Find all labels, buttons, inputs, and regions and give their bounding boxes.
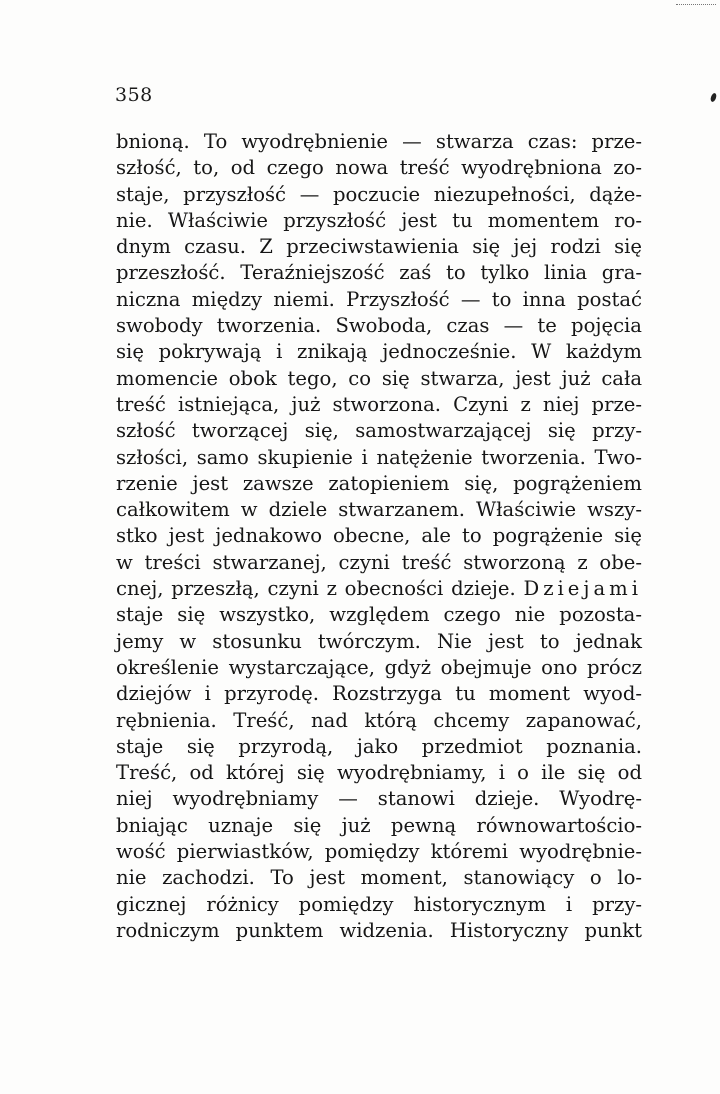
text-line: niej wyodrębniamy — stanowi dzieje. Wyodrę-	[116, 787, 642, 811]
emphasized-word: Dziejami	[523, 577, 642, 601]
text-line: nie. Właściwie przyszłość jest tu momentem ro-	[116, 208, 643, 232]
text-line: w treści stwarzanej, czyni treść stworzoną z obe-	[116, 550, 642, 574]
text-line: Treść, od której się wyodrębniamy, i o ile się od	[116, 761, 642, 785]
text-line: swobody tworzenia. Swoboda, czas — te pojęcia	[116, 314, 642, 338]
text-line: niczna między niemi. Przyszłość — to inna postać	[116, 287, 643, 311]
text-line: staje, przyszłość — poczucie niezupełności, dąże-	[116, 182, 643, 206]
text-line: staje się wszystko, względem czego nie pozosta-	[116, 603, 642, 627]
text-line: dziejów i przyrodę. Rozstrzyga tu moment wyod-	[116, 682, 643, 706]
text-line: jemy w stosunku twórczym. Nie jest to jednak	[116, 629, 643, 653]
text-line: stko jest jednakowo obecne, ale to pogrążenie się	[116, 524, 642, 548]
text-line: określenie wystarczające, gdyż obejmuje ono prócz	[116, 655, 642, 679]
ink-mark	[710, 92, 718, 102]
text-line: gicznej różnicy pomiędzy historycznym i przy-	[116, 892, 643, 916]
text-line: staje się przyrodą, jako przedmiot poznania.	[116, 734, 642, 758]
text-line: bniając uznaje się już pewną równowartościo-	[116, 813, 642, 837]
text-line: nie zachodzi. To jest moment, stanowiący o lo-	[116, 866, 642, 890]
text-line: przeszłość. Teraźniejszość zaś to tylko linia gra-	[116, 261, 642, 285]
text-line: bnioną. To wyodrębnienie — stwarza czas: prze-	[116, 130, 643, 153]
text-line: się pokrywają i znikają jednocześnie. W każdym	[116, 340, 643, 364]
text-line	[116, 576, 642, 602]
text-line: szłości, samo skupienie i natężenie tworzenia. Two-	[116, 445, 643, 469]
page-number: 358	[115, 84, 153, 106]
page-body-text	[116, 129, 642, 944]
text-line: szłość tworzącej się, samostwarzającej się przy-	[116, 419, 643, 443]
text-line: momencie obok tego, co się stwarza, jest już cała	[116, 366, 643, 390]
text-line: rodniczym punktem widzenia. Historyczny punkt	[116, 918, 642, 942]
text-line: rzenie jest zawsze zatopieniem się, pogrążeniem	[116, 471, 643, 495]
scan-artifact	[676, 4, 716, 6]
text-line: treść istniejąca, już stworzona. Czyni z niej prze-	[116, 392, 642, 416]
text-line: szłość, to, od czego nowa treść wyodrębniona zo-	[116, 156, 643, 180]
text-line: całkowitem w dziele stwarzanem. Właściwie wszy-	[116, 498, 642, 522]
text-line: wość pierwiastków, pomiędzy któremi wyodrębnie-	[116, 840, 642, 864]
text-fragment: cnej, przeszłą, czyni z obecności dzieje.	[116, 577, 516, 601]
text-line: rębnienia. Treść, nad którą chcemy zapanować,	[116, 708, 643, 732]
text-line: dnym czasu. Z przeciwstawienia się jej rodzi się	[116, 235, 642, 259]
